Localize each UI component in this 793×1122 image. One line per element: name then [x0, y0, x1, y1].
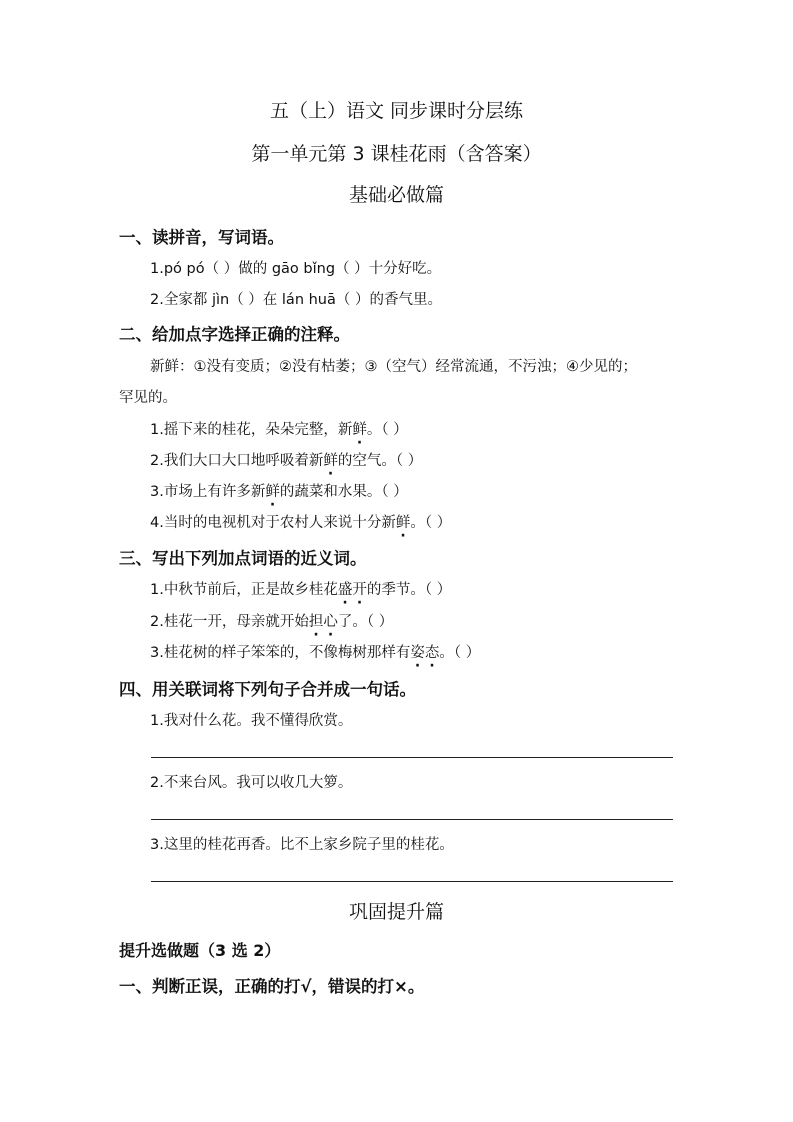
question-2-1: [150, 418, 408, 439]
q3-3-dotted-char-2: 态: [424, 645, 440, 661]
q2-4-dotted-char: 鲜: [395, 515, 411, 531]
question-3-1: [150, 578, 451, 599]
q2-4-pre: 4.当时的电视机对于农村人来说十分新: [150, 515, 396, 531]
question-2-4: [150, 511, 451, 532]
advanced-subtitle: 提升选做题（3 选 2）: [119, 941, 281, 960]
part-title-advanced: 巩固提升篇: [348, 901, 444, 923]
question-4-3: 3.这里的桂花再香。比不上家乡院子里的桂花。: [150, 837, 454, 853]
q3-3-post: 。（ ）: [439, 645, 481, 661]
q2-4-post: 。（ ）: [410, 515, 452, 531]
q2-2-dotted-char: 鲜: [323, 453, 338, 469]
lesson-title: 第一单元第 3 课桂花雨（含答案）: [251, 143, 542, 165]
doc-title: 五（上）语文 同步课时分层练: [269, 100, 524, 122]
q3-2-dotted-char-2: 心: [323, 614, 338, 630]
q3-1-dotted-char-2: 开: [352, 582, 367, 598]
q2-3-dotted-char: 鲜: [265, 484, 280, 500]
answer-line-2: [151, 819, 673, 820]
q2-2-post: 的空气。（ ）: [337, 453, 423, 469]
definition-line-2: 罕见的。: [119, 390, 177, 406]
advanced-section-1-heading: 一、判断正误，正确的打√，错误的打×。: [119, 977, 425, 996]
question-2-3: [150, 480, 408, 501]
answer-line-1: [151, 757, 673, 758]
section-2-heading: 二、给加点字选择正确的注释。: [119, 325, 350, 344]
q3-2-post: 了。（ ）: [337, 614, 394, 630]
question-1-1-text: pó pó（ ）做的 gāo bǐng（ ）十分好吃。: [163, 261, 442, 277]
question-1-1-num: 1.: [150, 261, 164, 277]
question-3-2: [150, 610, 393, 631]
q2-1-post: 。（ ）: [366, 422, 408, 438]
question-1-2-text: 2.全家都 jìn（ ）在 lán huā（ ）的香气里。: [150, 292, 442, 308]
q2-2-pre: 2.我们大口大口地呼吸着新: [150, 453, 324, 469]
question-1-2: [150, 288, 442, 309]
part-title-basic: 基础必做篇: [348, 184, 444, 206]
section-4-heading: 四、用关联词将下列句子合并成一句话。: [119, 680, 416, 699]
question-4-2: 2.不来台风。我可以收几大箩。: [150, 775, 353, 791]
q3-1-pre: 1.中秋节前后，正是故乡桂花: [150, 582, 338, 598]
q3-1-dotted-char-1: 盛: [337, 582, 353, 598]
section-1-heading: 一、读拼音，写词语。: [119, 228, 284, 247]
section-3-heading: 三、写出下列加点词语的近义词。: [119, 549, 367, 568]
question-2-2: [150, 449, 422, 470]
q3-2-dotted-char-1: 担: [308, 614, 324, 630]
q2-3-post: 的蔬菜和水果。（ ）: [279, 484, 408, 500]
question-4-1: 1.我对什么花。我不懂得欣赏。: [150, 713, 353, 729]
definition-line-1: 新鲜：①没有变质；②没有枯萎；③（空气）经常流通，不污浊；④少见的；: [150, 359, 637, 375]
q2-3-pre: 3.市场上有许多新: [150, 484, 266, 500]
q3-2-pre: 2.桂花一开，母亲就开始: [150, 614, 309, 630]
q3-3-pre: 3.桂花树的样子笨笨的，不像梅树那样有: [150, 645, 411, 661]
q3-1-post: 的季节。（ ）: [366, 582, 452, 598]
q2-1-pre: 1.摇下来的桂花，朵朵完整，新: [150, 422, 353, 438]
answer-line-3: [151, 881, 673, 882]
q3-3-dotted-char-1: 姿: [410, 645, 425, 661]
q2-1-dotted-char: 鲜: [352, 422, 367, 438]
question-3-3: [150, 641, 480, 662]
question-1-1: [150, 257, 441, 278]
